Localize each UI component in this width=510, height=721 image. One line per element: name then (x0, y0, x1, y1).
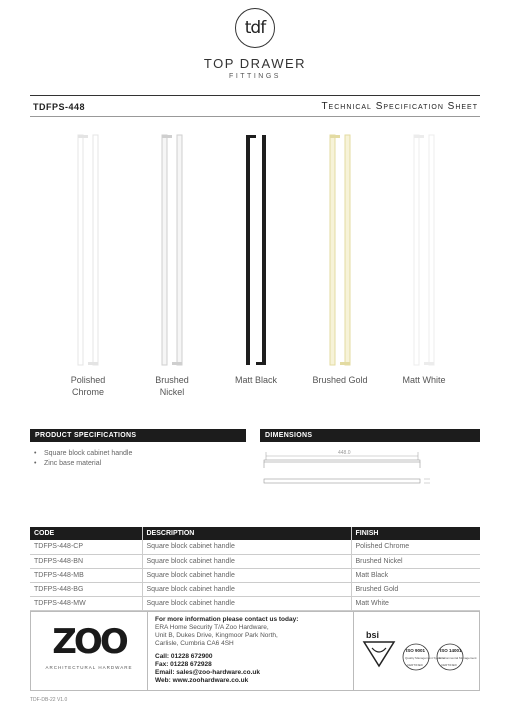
email-address[interactable]: Email: sales@zoo-hardware.co.uk (155, 669, 260, 676)
dimensions-heading: DIMENSIONS (260, 429, 480, 442)
cell-finish: Polished Chrome (351, 540, 480, 554)
footer-contact-panel (30, 611, 480, 691)
phone-number: Call: 01228 672900 (155, 653, 213, 660)
dimension-drawing (262, 446, 480, 496)
cell-description: Square block cabinet handle (142, 554, 351, 568)
spec-item: • Square block cabinet handle (34, 449, 132, 459)
table-row (30, 540, 480, 554)
bsi-certification-box (353, 612, 479, 690)
finish-item (300, 130, 380, 386)
svg-text:Quality Management Systems: Quality Management Systems (405, 656, 446, 660)
table-row (30, 568, 480, 582)
table-row (30, 582, 480, 596)
handle-image-matt-black (236, 130, 276, 370)
cell-description: Square block cabinet handle (142, 582, 351, 596)
brand-subtitle: FITTINGS (229, 73, 281, 80)
finish-label: Matt White (402, 375, 446, 385)
sheet-title: Technical Specification Sheet (321, 101, 478, 112)
finish-label: Brushed Nickel (155, 375, 189, 397)
finish-gallery (30, 130, 480, 410)
column-header-finish: FINISH (351, 527, 480, 540)
svg-text:ISO 9001: ISO 9001 (406, 648, 426, 653)
svg-text:Environmental Management: Environmental Management (439, 656, 477, 660)
cell-code: TDFPS-448-MB (30, 568, 142, 582)
svg-text:ISO 14001: ISO 14001 (440, 648, 462, 653)
finish-item (132, 130, 212, 398)
finish-label: Polished Chrome (70, 375, 106, 397)
bsi-certification-marks (354, 612, 480, 690)
cell-finish: Brushed Nickel (351, 554, 480, 568)
column-header-description: DESCRIPTION (142, 527, 351, 540)
product-specs-list (34, 449, 132, 469)
dimension-length-label: 448.0 (338, 450, 351, 456)
table-header-row (30, 527, 480, 540)
table-row (30, 596, 480, 610)
finish-item (48, 130, 128, 398)
cell-code: TDFPS-448-BN (30, 554, 142, 568)
fax-number: Fax: 01228 672928 (155, 661, 212, 668)
svg-text:CERTIFIED: CERTIFIED (441, 663, 457, 667)
cell-description: Square block cabinet handle (142, 540, 351, 554)
finish-label: Brushed Gold (312, 375, 368, 385)
product-specs-heading: PRODUCT SPECIFICATIONS (30, 429, 246, 442)
cell-finish: Matt Black (351, 568, 480, 582)
iso14001-badge (437, 644, 477, 670)
handle-image-brushed-nickel (152, 130, 192, 370)
contact-details (155, 616, 355, 685)
product-code-title: TDFPS-448 (33, 102, 86, 112)
table-row (30, 554, 480, 568)
header-rule-bottom (30, 116, 480, 117)
cell-description: Square block cabinet handle (142, 568, 351, 582)
zoo-logo: ZOO (52, 622, 126, 662)
bsi-label: bsi (366, 630, 380, 640)
zoo-tagline: ARCHITECTURAL HARDWARE (45, 665, 133, 670)
brand-name: TOP DRAWER (203, 56, 307, 71)
cell-code: TDFPS-448-CP (30, 540, 142, 554)
product-code-table (30, 527, 480, 611)
address-line: ERA Home Security T/A Zoo Hardware, (155, 624, 269, 631)
cell-finish: Matt White (351, 596, 480, 610)
cell-code: TDFPS-448-BG (30, 582, 142, 596)
address-line: Unit B, Dukes Drive, Kingmoor Park North, (155, 632, 278, 639)
kitemark-icon (364, 642, 394, 666)
finish-item (216, 130, 296, 386)
svg-text:CERTIFIED: CERTIFIED (407, 663, 423, 667)
brand-logo (0, 8, 510, 80)
handle-image-matt-white (404, 130, 444, 370)
website-link[interactable]: Web: www.zoohardware.co.uk (155, 677, 249, 684)
cell-description: Square block cabinet handle (142, 596, 351, 610)
tdf-monogram: tdf (235, 8, 275, 48)
column-header-code: CODE (30, 527, 142, 540)
cell-finish: Brushed Gold (351, 582, 480, 596)
spec-item: • Zinc base material (34, 459, 132, 469)
handle-image-brushed-gold (320, 130, 360, 370)
handle-image-polished-chrome (68, 130, 108, 370)
address-line: Carlisle, Cumbria CA6 4SH (155, 640, 234, 647)
zoo-logo-box (31, 612, 148, 690)
finish-label: Matt Black (234, 375, 277, 385)
cell-code: TDFPS-448-MW (30, 596, 142, 610)
contact-heading: For more information please contact us today: (155, 616, 299, 623)
finish-item (384, 130, 464, 386)
document-reference: TDF-DB-22 V1.0 (30, 697, 68, 703)
header-rule-top (30, 95, 480, 96)
